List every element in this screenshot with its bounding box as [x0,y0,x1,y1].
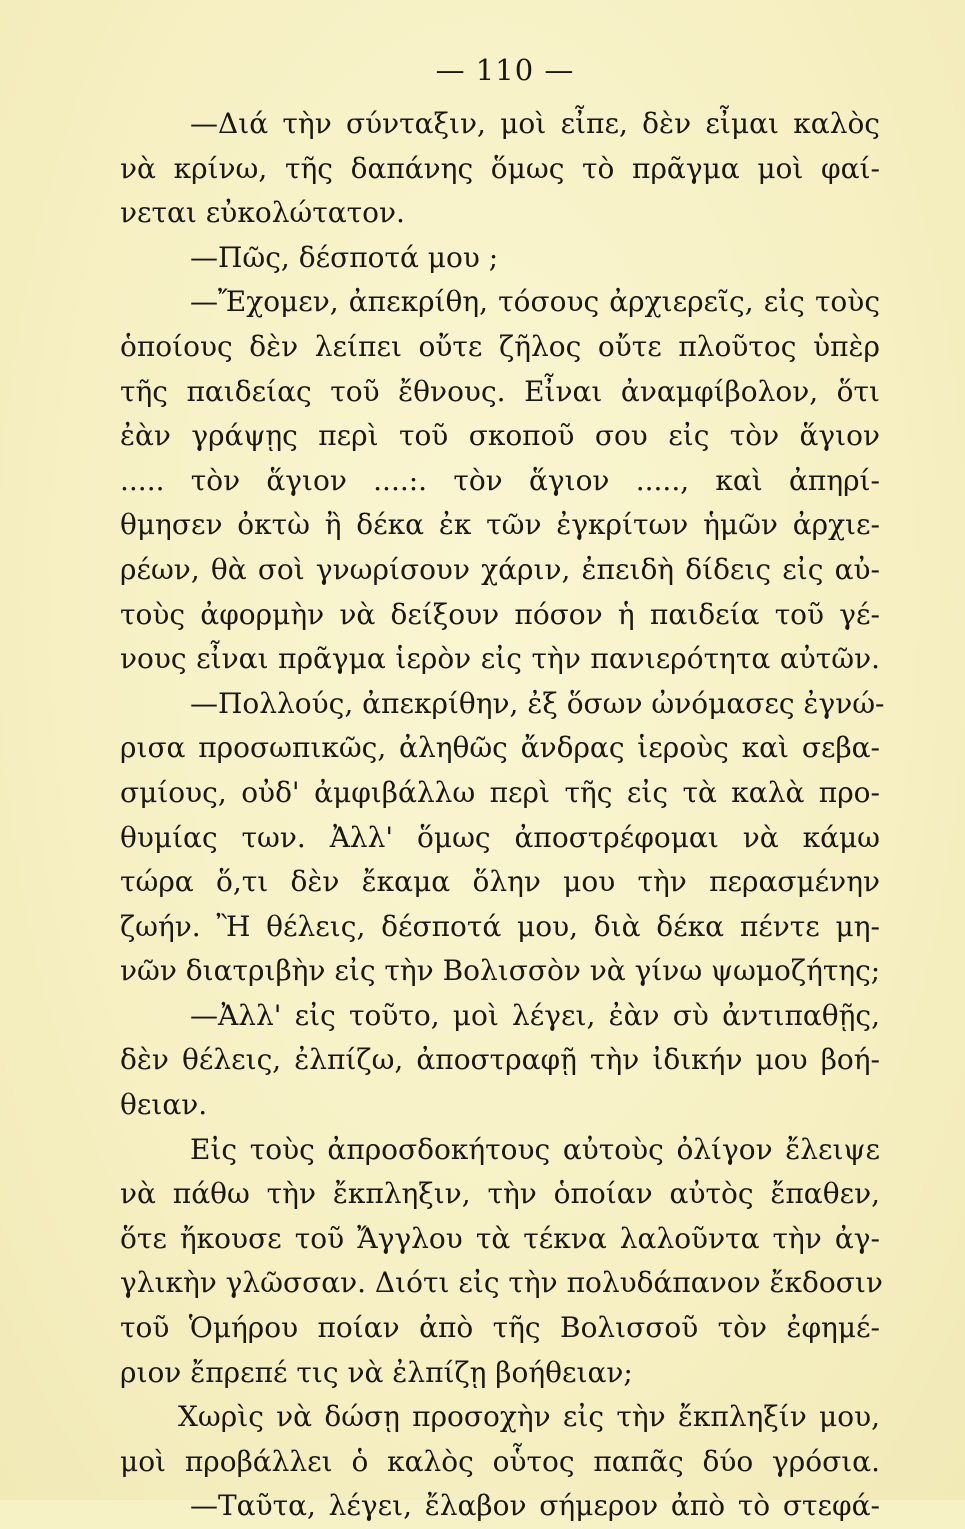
text-line: ρισα προσωπικῶς, ἀληθῶς ἄνδρας ἱεροὺς καὶ σεβα- [120,731,880,765]
text-line: —Διά τὴν σύνταξιν, μοὶ εἶπε, δὲν εἶμαι καλὸς [190,107,880,140]
page-number: — 110 — [435,53,575,87]
text-line: τοὺς ἀφορμὴν νὰ δείξουν πόσον ἡ παιδεία τοῦ γέ- [120,597,880,631]
text-line: νους εἶναι πρᾶγμα ἱερὸν εἰς τὴν πανιερότητα αὐτῶν. [120,642,880,676]
text-line: ρέων, θὰ σοὶ γνωρίσουν χάριν, ἐπειδὴ δίδεις εἰς αὐ- [120,552,880,586]
text-line: μοὶ προβάλλει ὁ καλὸς οὗτος παπᾶς δύο γρόσια. [120,1444,880,1478]
text-line: ..... τὸν ἅγιον ....:. τὸν ἅγιον ....., καὶ ἀπηρί- [120,463,880,497]
text-line: —Ἀλλ' εἰς τοῦτο, μοὶ λέγει, ἐὰν σὺ ἀντιπαθῇς, [190,998,880,1032]
text-line: τώρα ὅ,τι δὲν ἔκαμα ὅλην μου τὴν περασμένην [120,865,880,899]
text-line: θμησεν ὀκτὼ ἢ δέκα ἐκ τῶν ἐγκρίτων ἡμῶν ἀρχιε- [120,508,880,542]
text-line: δὲν θέλεις, ἐλπίζω, ἀποστραφῇ τὴν ἰδικήν μου βοή- [120,1043,880,1077]
body-text [120,102,885,1529]
text-line: νὰ πάθω τὴν ἔκπληξιν, τὴν ὁποίαν αὐτὸς ἔπαθεν, [120,1177,880,1211]
text-line: τοῦ Ὁμήρου ποίαν ἀπὸ τῆς Βολισσοῦ τὸν ἐφημέ- [120,1311,880,1345]
text-line: σμίους, οὐδ' ἀμφιβάλλω περὶ τῆς εἰς τὰ καλὰ προ- [120,775,880,809]
text-line: νεται εὐκολώτατον. [120,196,405,230]
text-line: ἐὰν γράψῃς περὶ τοῦ σκοποῦ σου εἰς τὸν ἅγιον [120,419,880,453]
text-line: —Ταῦτα, λέγει, ἔλαβον σήμερον ἀπὸ τὸ στεφά- [190,1489,880,1523]
text-line: τῆς παιδείας τοῦ ἔθνους. Εἶναι ἀναμφίβολον, ὅτι [120,374,880,408]
text-line: ζωήν. Ἢ θέλεις, δέσποτά μου, διὰ δέκα πέντε μη- [120,909,880,943]
text-line: νὰ κρίνω, τῆς δαπάνης ὅμως τὸ πρᾶγμα μοὶ φαί- [120,151,880,185]
text-line: —Ἔχομεν, ἀπεκρίθη, τόσους ἀρχιερεῖς, εἰς τοὺς [190,285,880,319]
text-line: Εἰς τοὺς ἀπροσδοκήτους αὐτοὺς ὀλίγον ἔλειψε [190,1132,880,1166]
text-line: —Πολλούς, ἀπεκρίθην, ἐξ ὅσων ὠνόμασες ἐγνώ- [190,686,885,720]
text-line: θυμίας των. Ἀλλ' ὅμως ἀποστρέφομαι νὰ κάμω [120,820,880,854]
text-line: θειαν. [120,1088,208,1122]
text-line: Χωρὶς νὰ δώσῃ προσοχὴν εἰς τὴν ἔκπληξίν μου, [178,1400,880,1434]
text-line: ὅτε ἤκουσε τοῦ Ἄγγλου τὰ τέκνα λαλοῦντα τὴν ἀγ- [120,1221,880,1255]
text-line: ὁποίους δὲν λείπει οὔτε ζῆλος οὔτε πλοῦτος ὑπὲρ [120,329,880,363]
text-line: νῶν διατριβὴν εἰς τὴν Βολισσὸν νὰ γίνω ψωμοζήτης; [120,954,881,988]
text-line: ριον ἔπρεπέ τις νὰ ἐλπίζῃ βοήθειαν; [120,1355,633,1389]
text-line: γλικὴν γλῶσσαν. Διότι εἰς τὴν πολυδάπανον ἔκδοσιν [120,1266,883,1300]
text-line: —Πῶς, δέσποτά μου ; [190,240,499,274]
